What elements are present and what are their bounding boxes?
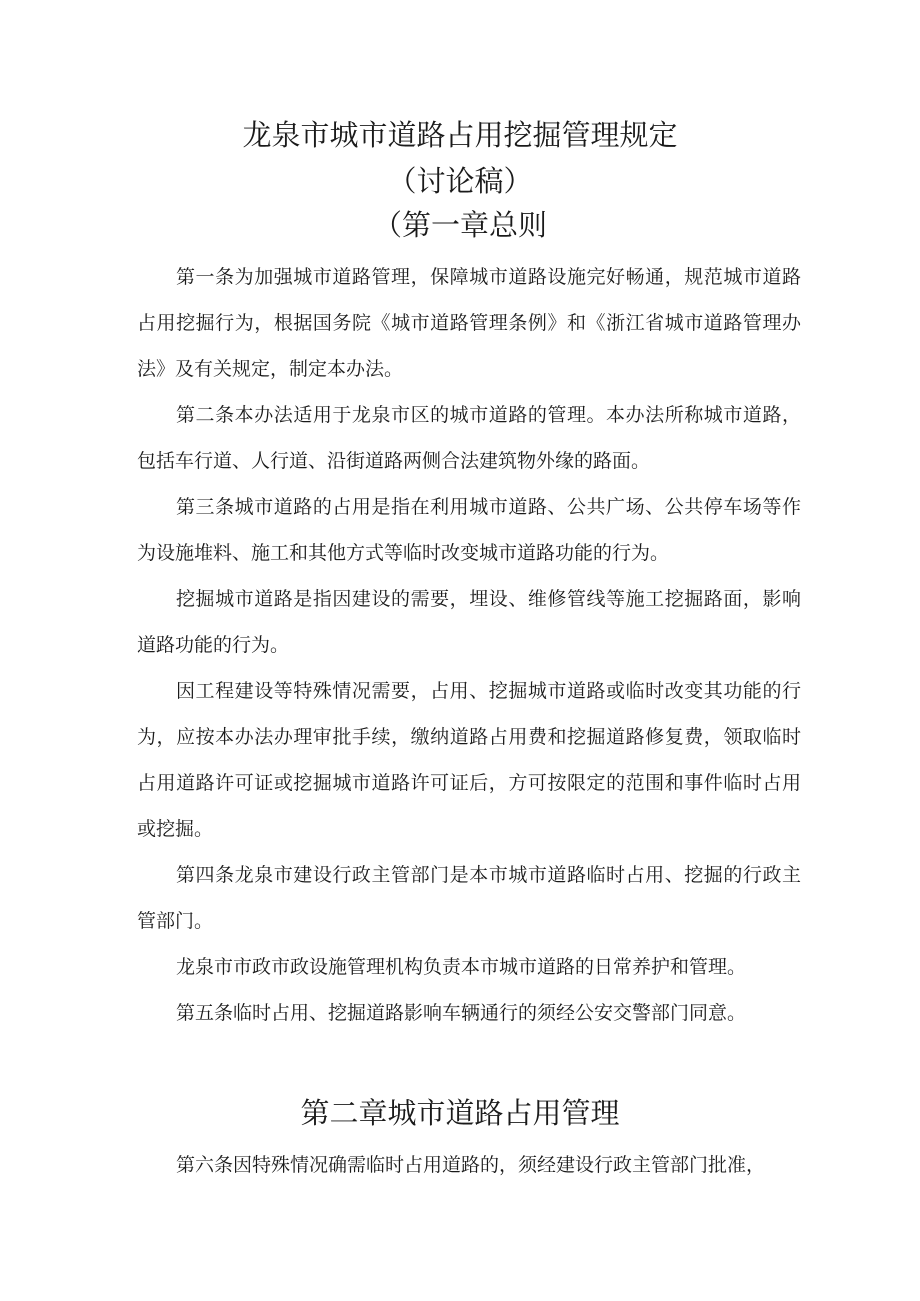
article-3-approval-paragraph: 因工程建设等特殊情况需要，占用、挖掘城市道路或临时改变其功能的行为，应按本办法办理审批手续，缴纳道路占用费和挖掘道路修复费，领取临时占用道路许可证或挖掘城市道路许可证后，方可按限定的范围和事件临时占用或挖掘。 — [137, 680, 801, 840]
article-2-paragraph: 第二条本办法适用于龙泉市区的城市道路的管理。本办法所称城市道路，包括车行道、人行道、沿街道路两侧合法建筑物外缘的路面。 — [137, 404, 801, 472]
chapter-2-heading: 第二章城市道路占用管理 — [300, 1096, 620, 1130]
article-1-paragraph: 第一条为加强城市道路管理，保障城市道路设施完好畅通，规范城市道路占用挖掘行为，根据国务院《城市道路管理条例》和《浙江省城市道路管理办法》及有关规定，制定本办法。 — [137, 266, 801, 380]
article-3-excavation-paragraph: 挖掘城市道路是指因建设的需要，埋设、维修管线等施工挖掘路面，影响道路功能的行为。 — [137, 588, 801, 656]
article-5-paragraph: 第五条临时占用、挖掘道路影响车辆通行的须经公安交警部门同意。 — [176, 1002, 747, 1024]
article-6-paragraph: 第六条因特殊情况确需临时占用道路的，须经建设行政主管部门批准， — [176, 1154, 766, 1176]
article-4-paragraph: 第四条龙泉市建设行政主管部门是本市城市道路临时占用、挖掘的行政主管部门。 — [137, 864, 801, 932]
article-3-paragraph: 第三条城市道路的占用是指在利用城市道路、公共广场、公共停车场等作为设施堆料、施工和其他方式等临时改变城市道路功能的行为。 — [137, 496, 801, 564]
document-title: 龙泉市城市道路占用挖掘管理规定 — [242, 118, 678, 152]
article-4-maintenance-paragraph: 龙泉市市政市政设施管理机构负责本市城市道路的日常养护和管理。 — [176, 956, 747, 978]
document-subtitle: （讨论稿） — [387, 164, 533, 198]
chapter-1-heading: （第一章总则 — [372, 208, 547, 242]
